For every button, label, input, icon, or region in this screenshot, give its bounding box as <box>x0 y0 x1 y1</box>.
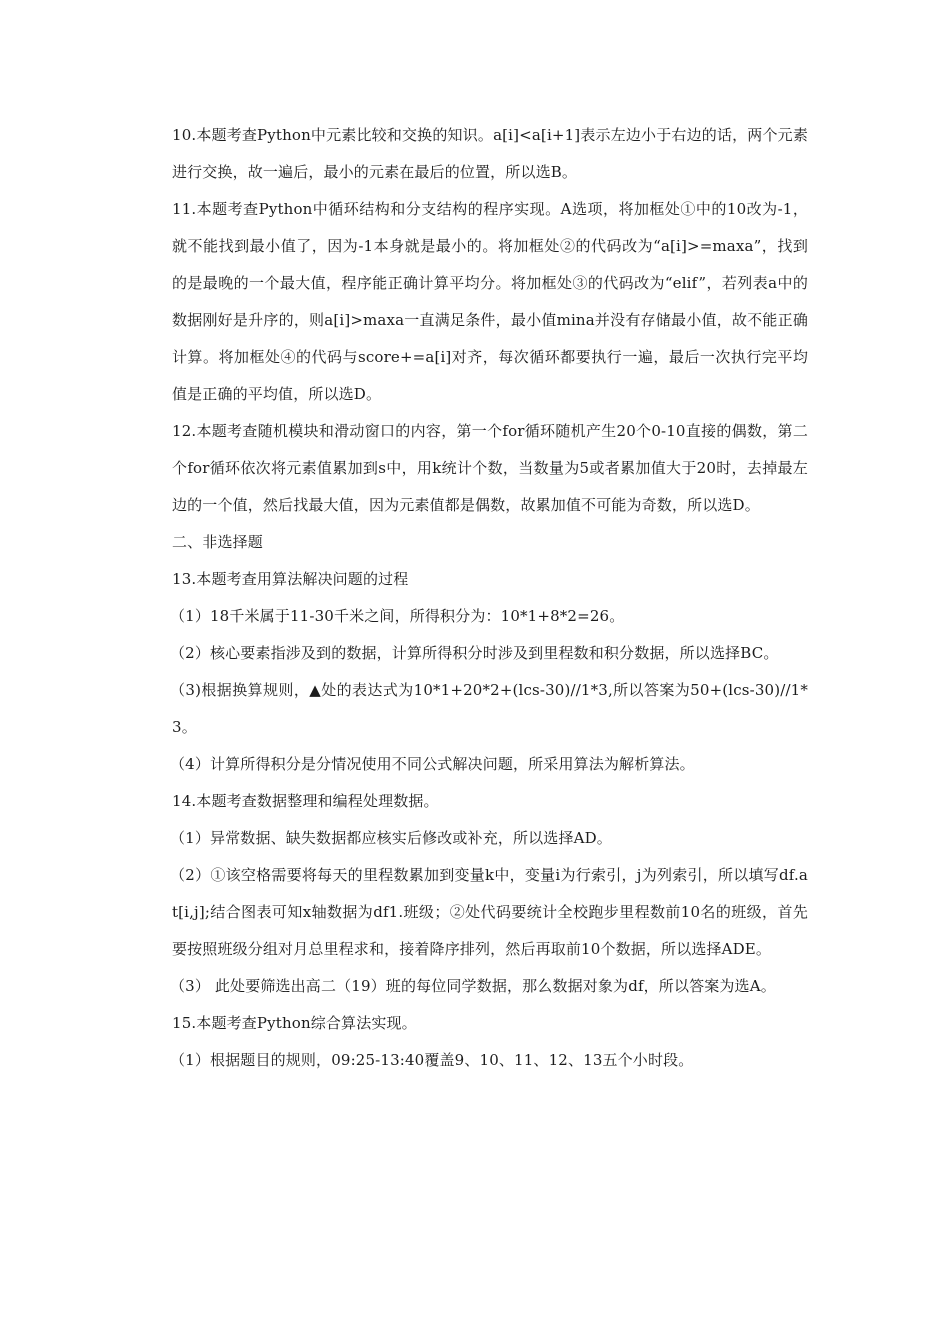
answer-14-part-2: （2）①该空格需要将每天的里程数累加到变量k中，变量i为行索引，j为列索引，所以填写df.at[i,j];结合图表可知x轴数据为df1.班级；②处代码要统计全校跑步里程数前10名的班级，首先要按照班级分组对月总里程求和，接着降序排列，然后再取前10个数据，所以选择ADE。 <box>170 866 808 958</box>
section-heading-non-choice: 二、非选择题 <box>172 533 263 551</box>
answer-13-part-3: （3)根据换算规则，▲处的表达式为10*1+20*2+(lcs-30)//1*3,所以答案为50+(lcs-30)//1*3。 <box>170 681 808 736</box>
answer-13-part-4: （4）计算所得积分是分情况使用不同公式解决问题，所采用算法为解析算法。 <box>170 755 695 773</box>
answer-13-part-1: （1）18千米属于11-30千米之间，所得积分为：10*1+8*2=26。 <box>170 607 625 625</box>
answer-15-part-1: （1）根据题目的规则，09:25-13:40覆盖9、10、11、12、13五个小时段。 <box>170 1051 694 1069</box>
answer-14-part-1: （1）异常数据、缺失数据都应核实后修改或补充，所以选择AD。 <box>170 829 612 847</box>
answer-12: 12.本题考查随机模块和滑动窗口的内容，第一个for循环随机产生20个0-10直接的偶数，第二个for循环依次将元素值累加到s中，用k统计个数，当数量为5或者累加值大于20时，去掉最左边的一个值，然后找最大值，因为元素值都是偶数，故累加值不可能为奇数，所以选D。 <box>172 422 808 514</box>
answer-14-part-3: （3） 此处要筛选出高二（19）班的每位同学数据，那么数据对象为df，所以答案为选A。 <box>170 977 776 995</box>
answer-13-heading: 13.本题考查用算法解决问题的过程 <box>172 570 409 588</box>
answer-11: 11.本题考查Python中循环结构和分支结构的程序实现。A选项，将加框处①中的10改为-1，就不能找到最小值了，因为-1本身就是最小的。将加框处②的代码改为“a[i]>=maxa”，找到的是最晚的一个最大值，程序能正确计算平均分。将加框处③的代码改为“elif”，若列表a中的数据刚好是升序的，则a[i]>maxa一直满足条件，最小值mina并没有存储最小值，故不能正确计算。将加框处④的代码与score+=a[i]对齐，每次循环都要执行一遍，最后一次执行完平均值是正确的平均值，所以选D。 <box>172 200 808 403</box>
answer-14-heading: 14.本题考查数据整理和编程处理数据。 <box>172 792 439 810</box>
answer-13-part-2: （2）核心要素指涉及到的数据，计算所得积分时涉及到里程数和积分数据，所以选择BC。 <box>170 644 779 662</box>
answer-10: 10.本题考查Python中元素比较和交换的知识。a[i]<a[i+1]表示左边小于右边的话，两个元素进行交换，故一遍后，最小的元素在最后的位置，所以选B。 <box>172 126 808 181</box>
answer-15-heading: 15.本题考查Python综合算法实现。 <box>172 1014 417 1032</box>
answer-text-body <box>172 117 808 1079</box>
